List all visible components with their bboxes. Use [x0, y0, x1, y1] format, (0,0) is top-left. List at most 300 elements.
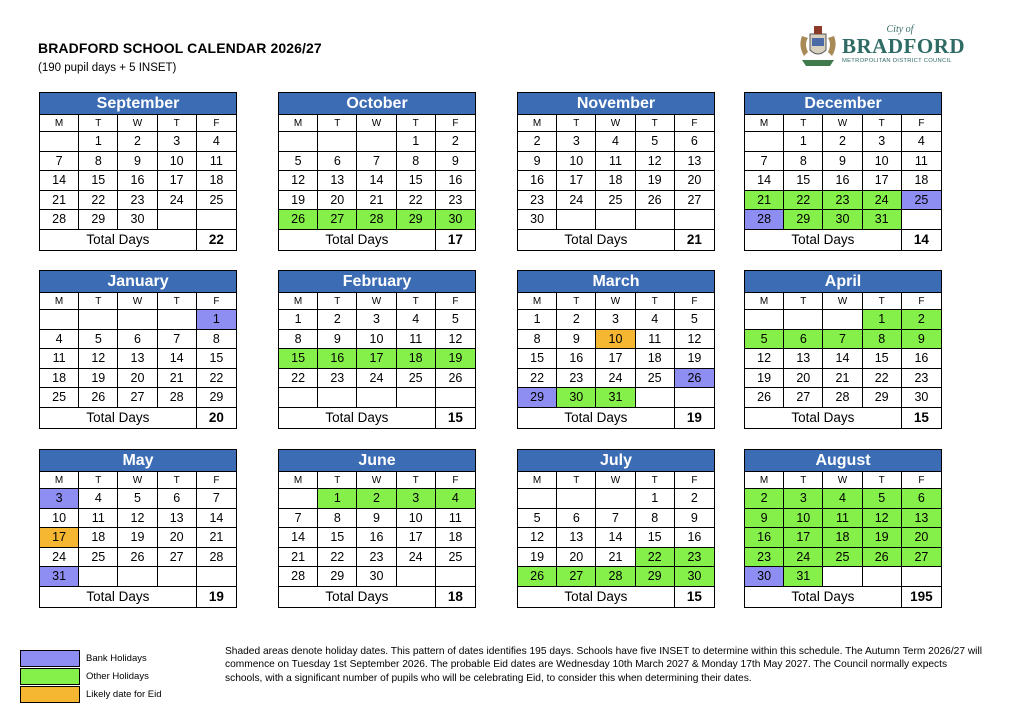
month-name: June	[279, 450, 475, 472]
day-cell: 13	[318, 171, 357, 191]
day-cell: 2	[318, 310, 357, 330]
weekday-header: M	[40, 472, 79, 489]
empty-cell	[636, 388, 675, 408]
day-cell: 28	[279, 567, 318, 587]
day-cell: 21	[745, 191, 784, 211]
weekday-header: T	[79, 115, 118, 132]
page-subtitle: (190 pupil days + 5 INSET)	[38, 62, 177, 74]
weekday-header: T	[318, 472, 357, 489]
total-days-label: Total Days	[745, 408, 902, 428]
day-cell: 1	[518, 310, 557, 330]
month-december	[744, 92, 942, 251]
day-cell: 17	[557, 171, 596, 191]
day-cell: 27	[318, 210, 357, 230]
day-cell: 10	[357, 330, 396, 350]
day-cell: 23	[675, 548, 714, 568]
day-cell: 25	[79, 548, 118, 568]
day-cell: 18	[902, 171, 941, 191]
day-cell: 24	[40, 548, 79, 568]
total-days-row	[279, 408, 475, 428]
day-cell: 22	[863, 369, 902, 389]
day-cell: 16	[557, 349, 596, 369]
empty-cell	[397, 567, 436, 587]
total-days-value: 17	[447, 231, 463, 247]
day-cell: 25	[397, 369, 436, 389]
empty-cell	[596, 210, 635, 230]
day-cell: 26	[279, 210, 318, 230]
day-cell: 5	[745, 330, 784, 350]
day-grid	[40, 115, 236, 230]
empty-cell	[318, 132, 357, 152]
page-title: BRADFORD SCHOOL CALENDAR 2026/27	[38, 40, 322, 56]
day-cell: 21	[197, 528, 236, 548]
weekday-header: T	[79, 293, 118, 310]
day-cell: 11	[436, 509, 475, 529]
weekday-header: T	[784, 293, 823, 310]
total-days-value: 15	[913, 409, 929, 425]
day-cell: 9	[675, 509, 714, 529]
weekday-header: W	[596, 115, 635, 132]
day-cell: 12	[863, 509, 902, 529]
day-cell: 9	[436, 152, 475, 172]
day-cell: 5	[79, 330, 118, 350]
day-cell: 16	[318, 349, 357, 369]
day-cell: 12	[118, 509, 157, 529]
logo-name: BRADFORD	[842, 34, 965, 58]
weekday-header: F	[436, 115, 475, 132]
month-name: October	[279, 93, 475, 115]
day-cell: 18	[197, 171, 236, 191]
weekday-header: W	[823, 293, 862, 310]
day-cell: 28	[197, 548, 236, 568]
day-cell: 30	[675, 567, 714, 587]
day-cell: 22	[636, 548, 675, 568]
day-cell: 6	[318, 152, 357, 172]
empty-cell	[784, 310, 823, 330]
day-cell: 20	[158, 528, 197, 548]
total-days-row	[745, 408, 941, 428]
day-cell: 6	[902, 489, 941, 509]
day-cell: 27	[902, 548, 941, 568]
day-cell: 11	[40, 349, 79, 369]
empty-cell	[279, 388, 318, 408]
weekday-header: T	[863, 472, 902, 489]
day-cell: 20	[784, 369, 823, 389]
day-cell: 16	[823, 171, 862, 191]
day-cell: 4	[902, 132, 941, 152]
logo-council: METROPOLITAN DISTRICT COUNCIL	[842, 58, 952, 64]
day-cell: 14	[40, 171, 79, 191]
day-cell: 15	[197, 349, 236, 369]
day-cell: 18	[596, 171, 635, 191]
day-cell: 12	[79, 349, 118, 369]
day-grid	[745, 472, 941, 587]
empty-cell	[675, 388, 714, 408]
day-cell: 22	[318, 548, 357, 568]
day-cell: 18	[636, 349, 675, 369]
weekday-header: M	[40, 293, 79, 310]
day-cell: 30	[357, 567, 396, 587]
legend-label: Other Holidays	[86, 671, 149, 682]
day-cell: 12	[436, 330, 475, 350]
day-cell: 5	[118, 489, 157, 509]
day-cell: 6	[784, 330, 823, 350]
day-cell: 4	[397, 310, 436, 330]
weekday-header: W	[357, 472, 396, 489]
day-cell: 13	[675, 152, 714, 172]
weekday-header: M	[745, 115, 784, 132]
day-cell: 28	[745, 210, 784, 230]
day-cell: 24	[158, 191, 197, 211]
day-cell: 26	[863, 548, 902, 568]
day-cell: 26	[118, 548, 157, 568]
day-cell: 12	[675, 330, 714, 350]
weekday-header: M	[279, 293, 318, 310]
day-cell: 29	[318, 567, 357, 587]
day-cell: 17	[40, 528, 79, 548]
weekday-header: T	[636, 293, 675, 310]
logo-city-of: City of	[886, 24, 914, 35]
day-cell: 2	[436, 132, 475, 152]
month-name: September	[40, 93, 236, 115]
empty-cell	[596, 489, 635, 509]
day-cell: 4	[197, 132, 236, 152]
empty-cell	[675, 210, 714, 230]
day-cell: 16	[518, 171, 557, 191]
total-days-row	[40, 587, 236, 607]
day-cell: 25	[596, 191, 635, 211]
day-cell: 22	[79, 191, 118, 211]
empty-cell	[197, 567, 236, 587]
day-cell: 24	[596, 369, 635, 389]
day-cell: 14	[197, 509, 236, 529]
day-grid	[279, 293, 475, 408]
total-days-label: Total Days	[518, 587, 675, 607]
empty-cell	[279, 489, 318, 509]
day-cell: 21	[279, 548, 318, 568]
month-july	[517, 449, 715, 608]
day-cell: 10	[863, 152, 902, 172]
empty-cell	[158, 210, 197, 230]
day-cell: 5	[279, 152, 318, 172]
day-cell: 22	[518, 369, 557, 389]
day-cell: 19	[863, 528, 902, 548]
day-cell: 18	[40, 369, 79, 389]
legend-label: Likely date for Eid	[86, 689, 162, 700]
day-cell: 6	[557, 509, 596, 529]
day-cell: 1	[279, 310, 318, 330]
day-cell: 29	[784, 210, 823, 230]
empty-cell	[357, 132, 396, 152]
day-cell: 30	[436, 210, 475, 230]
weekday-header: W	[357, 293, 396, 310]
day-cell: 23	[902, 369, 941, 389]
day-cell: 23	[823, 191, 862, 211]
day-cell: 25	[197, 191, 236, 211]
total-days-row	[518, 587, 714, 607]
day-cell: 30	[518, 210, 557, 230]
day-cell: 8	[279, 330, 318, 350]
weekday-header: F	[675, 293, 714, 310]
day-cell: 30	[745, 567, 784, 587]
day-cell: 30	[557, 388, 596, 408]
weekday-header: M	[745, 293, 784, 310]
total-days-label: Total Days	[40, 587, 197, 607]
day-cell: 2	[118, 132, 157, 152]
day-cell: 26	[79, 388, 118, 408]
day-cell: 19	[79, 369, 118, 389]
day-grid	[40, 472, 236, 587]
bradford-council-logo	[796, 22, 966, 72]
empty-cell	[557, 210, 596, 230]
day-grid	[745, 293, 941, 408]
day-cell: 3	[158, 132, 197, 152]
day-cell: 22	[197, 369, 236, 389]
day-cell: 16	[118, 171, 157, 191]
weekday-header: T	[318, 115, 357, 132]
weekday-header: T	[557, 472, 596, 489]
day-cell: 14	[745, 171, 784, 191]
day-cell: 24	[784, 548, 823, 568]
day-cell: 28	[158, 388, 197, 408]
total-days-row	[40, 230, 236, 250]
weekday-header: W	[357, 115, 396, 132]
day-cell: 23	[118, 191, 157, 211]
day-cell: 20	[118, 369, 157, 389]
empty-cell	[436, 388, 475, 408]
day-cell: 9	[902, 330, 941, 350]
day-cell: 19	[636, 171, 675, 191]
month-name: December	[745, 93, 941, 115]
weekday-header: W	[596, 472, 635, 489]
weekday-header: T	[158, 472, 197, 489]
weekday-header: T	[557, 115, 596, 132]
day-grid	[518, 472, 714, 587]
weekday-header: M	[279, 472, 318, 489]
empty-cell	[40, 310, 79, 330]
day-cell: 3	[596, 310, 635, 330]
month-november	[517, 92, 715, 251]
day-cell: 11	[79, 509, 118, 529]
day-cell: 15	[79, 171, 118, 191]
weekday-header: T	[397, 115, 436, 132]
day-cell: 29	[79, 210, 118, 230]
day-cell: 12	[636, 152, 675, 172]
day-cell: 15	[636, 528, 675, 548]
month-name: February	[279, 271, 475, 293]
day-cell: 24	[397, 548, 436, 568]
day-cell: 22	[279, 369, 318, 389]
day-cell: 15	[279, 349, 318, 369]
empty-cell	[118, 310, 157, 330]
day-cell: 2	[823, 132, 862, 152]
day-cell: 5	[675, 310, 714, 330]
month-october	[278, 92, 476, 251]
day-cell: 29	[197, 388, 236, 408]
day-grid	[40, 293, 236, 408]
day-cell: 26	[518, 567, 557, 587]
weekday-header: F	[902, 472, 941, 489]
day-cell: 13	[784, 349, 823, 369]
day-cell: 4	[823, 489, 862, 509]
total-days-row	[279, 587, 475, 607]
weekday-header: W	[118, 472, 157, 489]
eid-swatch	[20, 686, 80, 703]
day-cell: 1	[784, 132, 823, 152]
day-cell: 1	[197, 310, 236, 330]
day-cell: 20	[675, 171, 714, 191]
day-cell: 8	[863, 330, 902, 350]
total-days-value: 14	[913, 231, 929, 247]
day-cell: 4	[436, 489, 475, 509]
empty-cell	[158, 567, 197, 587]
day-cell: 14	[596, 528, 635, 548]
month-name: January	[40, 271, 236, 293]
weekday-header: T	[557, 293, 596, 310]
day-cell: 15	[784, 171, 823, 191]
day-cell: 11	[197, 152, 236, 172]
day-cell: 23	[318, 369, 357, 389]
weekday-header: W	[118, 293, 157, 310]
total-days-row	[745, 587, 941, 607]
day-cell: 31	[40, 567, 79, 587]
day-cell: 7	[40, 152, 79, 172]
weekday-header: M	[745, 472, 784, 489]
day-cell: 14	[357, 171, 396, 191]
day-cell: 19	[436, 349, 475, 369]
empty-cell	[158, 310, 197, 330]
weekday-header: M	[40, 115, 79, 132]
weekday-header: F	[902, 115, 941, 132]
day-cell: 17	[357, 349, 396, 369]
day-cell: 17	[863, 171, 902, 191]
day-cell: 23	[557, 369, 596, 389]
month-name: May	[40, 450, 236, 472]
explanatory-note: Shaded areas denote holiday dates. This pattern of dates identifies 195 days. Schools have five INSET to determine within this schedule. The Autumn Term 2026/27 will commence on Tuesday 1st September 2026. The probable Eid dates are Wednesday 10th March 2027 & Monday 17th May 2027. The Council normally expects schools, with a significant number of pupils who will be celebrating Eid, to consider this when determining their dates.	[225, 646, 982, 684]
weekday-header: F	[436, 472, 475, 489]
day-cell: 25	[636, 369, 675, 389]
total-days-label: Total Days	[279, 587, 436, 607]
day-cell: 17	[158, 171, 197, 191]
day-cell: 27	[158, 548, 197, 568]
day-grid	[279, 115, 475, 230]
weekday-header: F	[675, 115, 714, 132]
day-cell: 13	[902, 509, 941, 529]
total-days-value: 18	[447, 588, 463, 604]
day-cell: 3	[357, 310, 396, 330]
empty-cell	[636, 210, 675, 230]
day-cell: 21	[40, 191, 79, 211]
weekday-header: T	[318, 293, 357, 310]
day-cell: 10	[596, 330, 635, 350]
day-cell: 16	[902, 349, 941, 369]
day-cell: 7	[823, 330, 862, 350]
weekday-header: T	[863, 115, 902, 132]
coat-of-arms-icon	[796, 22, 840, 70]
day-grid	[518, 293, 714, 408]
weekday-header: F	[197, 472, 236, 489]
day-cell: 17	[397, 528, 436, 548]
total-days-label: Total Days	[745, 230, 902, 250]
day-cell: 1	[397, 132, 436, 152]
total-days-label: Total Days	[518, 408, 675, 428]
month-february	[278, 270, 476, 429]
day-cell: 31	[863, 210, 902, 230]
day-cell: 19	[518, 548, 557, 568]
day-cell: 3	[863, 132, 902, 152]
day-cell: 21	[357, 191, 396, 211]
empty-cell	[79, 310, 118, 330]
month-name: November	[518, 93, 714, 115]
day-cell: 9	[118, 152, 157, 172]
empty-cell	[79, 567, 118, 587]
day-cell: 16	[436, 171, 475, 191]
day-cell: 11	[397, 330, 436, 350]
weekday-header: T	[158, 115, 197, 132]
month-name: August	[745, 450, 941, 472]
day-cell: 25	[902, 191, 941, 211]
day-cell: 13	[118, 349, 157, 369]
empty-cell	[436, 567, 475, 587]
month-may	[39, 449, 237, 608]
day-cell: 9	[745, 509, 784, 529]
day-cell: 15	[318, 528, 357, 548]
total-days-label: Total Days	[518, 230, 675, 250]
day-cell: 16	[675, 528, 714, 548]
day-cell: 25	[40, 388, 79, 408]
day-cell: 2	[902, 310, 941, 330]
day-grid	[745, 115, 941, 230]
month-august	[744, 449, 942, 608]
total-days-row	[518, 408, 714, 428]
day-cell: 22	[397, 191, 436, 211]
day-cell: 18	[823, 528, 862, 548]
day-cell: 9	[318, 330, 357, 350]
weekday-header: M	[279, 115, 318, 132]
day-cell: 8	[197, 330, 236, 350]
day-cell: 24	[557, 191, 596, 211]
empty-cell	[318, 388, 357, 408]
month-name: July	[518, 450, 714, 472]
day-cell: 15	[397, 171, 436, 191]
day-cell: 23	[745, 548, 784, 568]
weekday-header: T	[863, 293, 902, 310]
empty-cell	[745, 132, 784, 152]
day-cell: 26	[745, 388, 784, 408]
total-days-row	[518, 230, 714, 250]
day-cell: 18	[79, 528, 118, 548]
day-cell: 11	[823, 509, 862, 529]
total-days-value: 195	[910, 588, 933, 604]
day-cell: 1	[636, 489, 675, 509]
day-cell: 26	[436, 369, 475, 389]
day-cell: 22	[784, 191, 823, 211]
empty-cell	[357, 388, 396, 408]
day-cell: 28	[40, 210, 79, 230]
day-cell: 7	[279, 509, 318, 529]
day-cell: 17	[596, 349, 635, 369]
day-cell: 8	[636, 509, 675, 529]
day-cell: 16	[357, 528, 396, 548]
empty-cell	[863, 567, 902, 587]
day-cell: 6	[675, 132, 714, 152]
day-cell: 21	[158, 369, 197, 389]
day-cell: 12	[279, 171, 318, 191]
day-grid	[518, 115, 714, 230]
day-cell: 7	[197, 489, 236, 509]
legend-label: Bank Holidays	[86, 653, 147, 664]
day-cell: 31	[596, 388, 635, 408]
